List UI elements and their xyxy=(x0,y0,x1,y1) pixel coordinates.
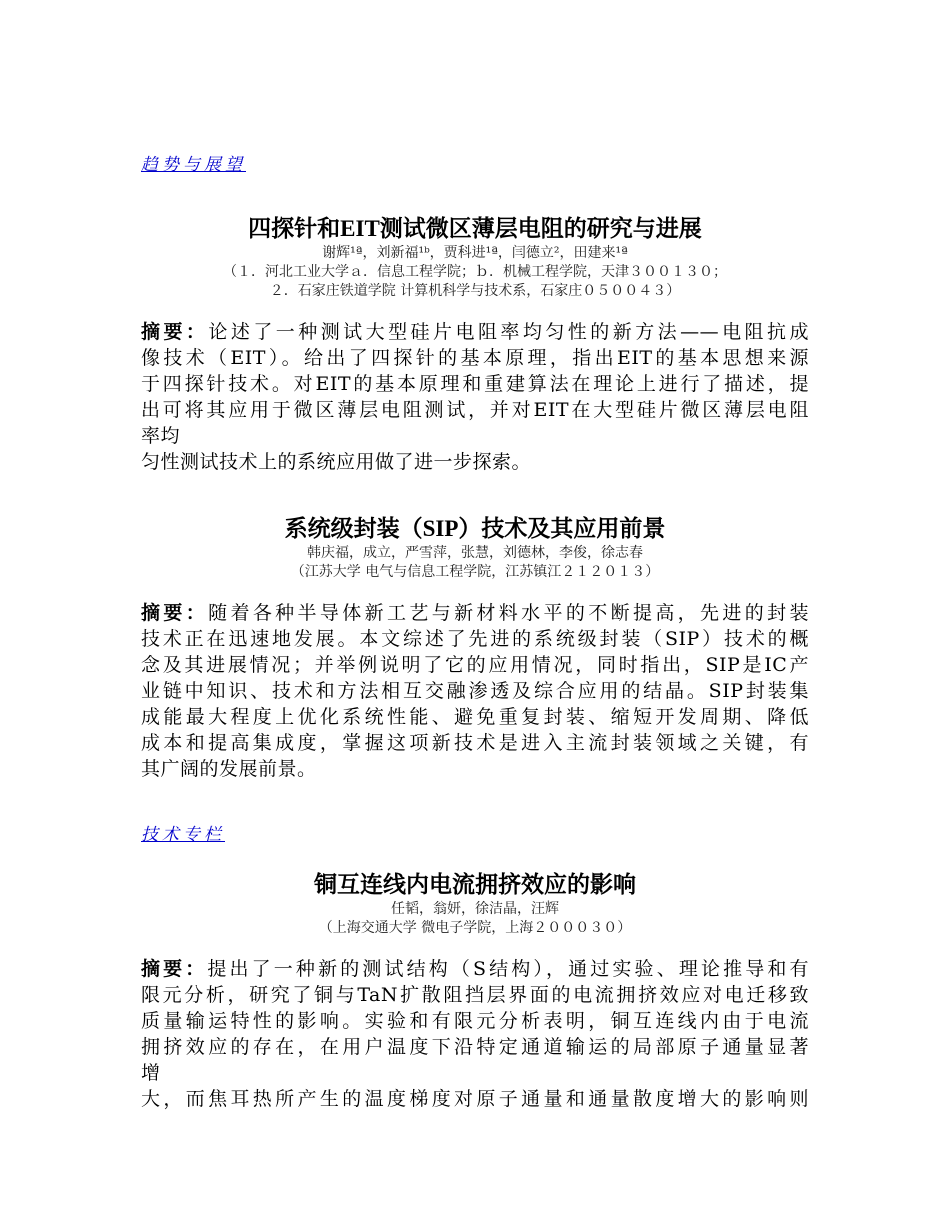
article-2 xyxy=(141,514,809,782)
abstract-line: 增 xyxy=(141,1062,161,1084)
abstract-line: 率均 xyxy=(141,425,181,447)
abstract-line: 质量输运特性的影响。实验和有限元分析表明，铜互连线内由于电流 xyxy=(141,1010,809,1032)
abstract-line: 拥挤效应的存在，在用户温度下沿特定通道输运的局部原子通量显著 xyxy=(141,1036,809,1058)
abstract-line: 成能最大程度上优化系统性能、避免重复封装、缩短开发周期、降低 xyxy=(141,706,809,728)
abstract-line: 于四探针技术。对EIT的基本原理和重建算法在理论上进行了描述，提 xyxy=(141,373,809,395)
abstract-line: 成本和提高集成度，掌握这项新技术是进入主流封装领域之关键，有 xyxy=(141,732,809,754)
abstract-line: 出可将其应用于微区薄层电阻测试，并对EIT在大型硅片微区薄层电阻 xyxy=(141,399,809,421)
article-affiliation: （１．河北工业大学ａ．信息工程学院；ｂ．机械工程学院，天津３００１３０； xyxy=(223,264,727,280)
article-title: 铜互连线内电流拥挤效应的影响 xyxy=(314,872,636,897)
article-3 xyxy=(141,870,809,1112)
abstract-line: 摘要：随着各种半导体新工艺与新材料水平的不断提高，先进的封装 xyxy=(141,602,809,624)
abstract-line: 限元分析，研究了铜与TaN扩散阻挡层界面的电流拥挤效应对电迁移致 xyxy=(141,984,809,1006)
article-affiliation: ２．石家庄铁道学院 计算机科学与技术系，石家庄０５００４３） xyxy=(269,283,681,299)
section-link-tech[interactable]: 技术专栏 xyxy=(141,825,225,845)
article-title: 系统级封装（SIP）技术及其应用前景 xyxy=(284,516,666,541)
article-abstract xyxy=(141,600,809,782)
article-affiliation: （上海交通大学 微电子学院，上海２０００３０） xyxy=(318,920,632,936)
article-affiliation: （江苏大学 电气与信息工程学院，江苏镇江２１２０１３） xyxy=(290,564,660,580)
abstract-line: 业链中知识、技术和方法相互交融渗透及综合应用的结晶。SIP封装集 xyxy=(141,680,809,702)
abstract-line: 技术正在迅速地发展。本文综述了先进的系统级封装（SIP）技术的概 xyxy=(141,628,809,650)
abstract-line: 摘要：提出了一种新的测试结构（S结构），通过实验、理论推导和有 xyxy=(141,958,809,980)
abstract-label: 摘要： xyxy=(141,602,209,624)
article-title: 四探针和EIT测试微区薄层电阻的研究与进展 xyxy=(248,216,702,241)
abstract-line: 其广阔的发展前景。 xyxy=(141,758,317,780)
abstract-line: 念及其进展情况；并举例说明了它的应用情况，同时指出，SIP是IC产 xyxy=(141,654,809,676)
article-abstract xyxy=(141,319,809,475)
article-authors: 谢辉¹ª，刘新福¹ᵇ，贾科进¹ª，闫德立²，田建来¹ª xyxy=(322,245,628,261)
abstract-label: 摘要： xyxy=(141,321,209,343)
abstract-label: 摘要： xyxy=(141,958,208,980)
abstract-line: 摘要：论述了一种测试大型硅片电阻率均匀性的新方法——电阻抗成 xyxy=(141,321,809,343)
article-authors: 任韬，翁妍，徐洁晶，汪辉 xyxy=(391,901,559,917)
abstract-line: 像技术（EIT）。给出了四探针的基本原理，指出EIT的基本思想来源 xyxy=(141,347,809,369)
article-1 xyxy=(141,214,809,475)
article-authors: 韩庆福，成立，严雪萍，张慧，刘德林，李俊，徐志春 xyxy=(307,545,643,561)
abstract-line: 大，而焦耳热所产生的温度梯度对原子通量和通量散度增大的影响则 xyxy=(141,1088,809,1110)
abstract-line: 匀性测试技术上的系统应用做了进一步探索。 xyxy=(141,451,532,473)
section-link-trend[interactable]: 趋势与展望 xyxy=(141,155,246,175)
article-abstract xyxy=(141,956,809,1112)
